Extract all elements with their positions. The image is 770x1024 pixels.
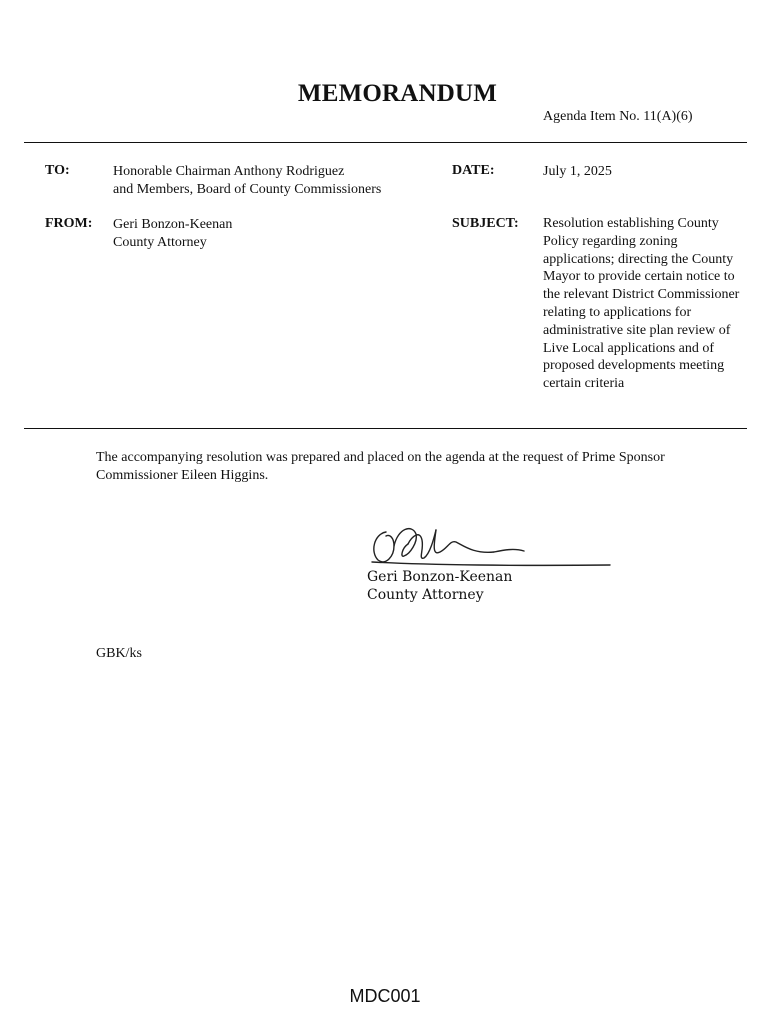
to-recipient-line1: Honorable Chairman Anthony Rodriguez bbox=[113, 164, 345, 179]
to-recipient-line2: and Members, Board of County Commissioners bbox=[113, 182, 382, 197]
body-paragraph: The accompanying resolution was prepared and placed on the agenda at the request of Prime Sponsor Commissioner Eileen Higgins. bbox=[96, 450, 665, 483]
to-label: TO: bbox=[45, 163, 70, 178]
typist-initials: GBK/ks bbox=[96, 646, 142, 661]
agenda-item-number: Agenda Item No. 11(A)(6) bbox=[543, 109, 693, 124]
top-divider bbox=[24, 142, 747, 143]
from-name: Geri Bonzon-Keenan bbox=[113, 217, 233, 232]
page-code-footer: MDC001 bbox=[349, 986, 421, 1006]
signature-block bbox=[367, 568, 512, 604]
header-divider bbox=[24, 428, 747, 429]
date-label: DATE: bbox=[452, 163, 495, 178]
memo-title: MEMORANDUM bbox=[297, 80, 498, 107]
signatory-name: Geri Bonzon-Keenan bbox=[367, 569, 513, 585]
from-title: County Attorney bbox=[113, 235, 207, 250]
subject-value: Resolution establishing County Policy regarding zoning applications; directing the County Mayor to provide certain notice to the relevant District Commissioner relating to applications for administrative site plan review of Live Local applications and of proposed developments meeting certain criteria bbox=[543, 216, 740, 392]
handwritten-signature bbox=[364, 518, 614, 570]
date-value: July 1, 2025 bbox=[543, 164, 612, 179]
subject-label: SUBJECT: bbox=[452, 216, 519, 231]
from-label: FROM: bbox=[45, 216, 93, 231]
signatory-title: County Attorney bbox=[367, 587, 484, 603]
